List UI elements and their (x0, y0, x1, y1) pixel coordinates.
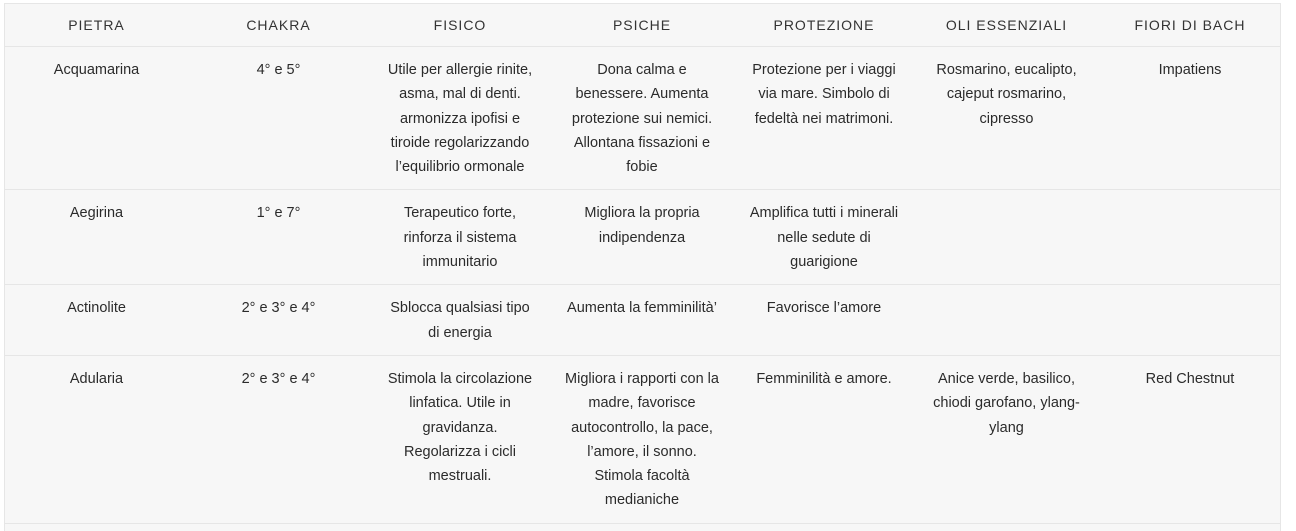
stones-table (5, 4, 1281, 531)
cell-pietra: Aegirina (5, 190, 188, 285)
header-row (5, 4, 1281, 47)
table-row (5, 355, 1281, 523)
cell-oli-essenziali: Anice verde, basilico, chiodi garofano, ylang-ylang (915, 355, 1098, 523)
cell-fisico: Sblocca qualsiasi tipo di energia (369, 285, 551, 356)
cell-pietra: Adularia (5, 355, 188, 523)
cell-fisico: Terapeutico forte, rinforza il sistema immunitario (369, 190, 551, 285)
cell-chakra: 2° e 3° e 4° (188, 355, 369, 523)
cell-psiche: Dona calma e benessere. Aumenta protezione sui nemici. Allontana fissazioni e fobie (551, 47, 733, 190)
table-row (5, 47, 1281, 190)
header-pietra: PIETRA (5, 4, 188, 47)
cell-protezione: Amplifica tutti i minerali nelle sedute di guarigione (733, 190, 915, 285)
table-row (5, 285, 1281, 356)
cell-fiori-di-bach (1098, 190, 1281, 285)
cell-pietra: Actinolite (5, 285, 188, 356)
cell-pietra: Acquamarina (5, 47, 188, 190)
header-chakra: CHAKRA (188, 4, 369, 47)
cell-oli-essenziali (915, 285, 1098, 356)
cell-chakra: 1° e 7° (188, 190, 369, 285)
cell-empty (915, 523, 1098, 531)
cell-empty (733, 523, 915, 531)
header-fiori-di-bach: FIORI DI BACH (1098, 4, 1281, 47)
cell-fisico: Utile per allergie rinite, asma, mal di denti. armonizza ipofisi e tiroide regolarizzando l’equilibrio ormonale (369, 47, 551, 190)
table-row (5, 190, 1281, 285)
header-fisico: FISICO (369, 4, 551, 47)
cell-protezione: Femminilità e amore. (733, 355, 915, 523)
table-body (5, 47, 1281, 531)
table-row-partial (5, 523, 1281, 531)
cell-empty (369, 523, 551, 531)
cell-chakra: 2° e 3° e 4° (188, 285, 369, 356)
header-oli-essenziali: OLI ESSENZIALI (915, 4, 1098, 47)
header-protezione: PROTEZIONE (733, 4, 915, 47)
cell-psiche: Aumenta la femminilità’ (551, 285, 733, 356)
cell-oli-essenziali (915, 190, 1098, 285)
cell-protezione: Protezione per i viaggi via mare. Simbolo di fedeltà nei matrimoni. (733, 47, 915, 190)
table-header (5, 4, 1281, 47)
stones-table-container (4, 3, 1281, 531)
cell-fiori-di-bach (1098, 285, 1281, 356)
cell-psiche: Migliora la propria indipendenza (551, 190, 733, 285)
cell-empty (1098, 523, 1281, 531)
cell-fiori-di-bach: Impatiens (1098, 47, 1281, 190)
cell-empty (188, 523, 369, 531)
cell-oli-essenziali: Rosmarino, eucalipto, cajeput rosmarino, cipresso (915, 47, 1098, 190)
cell-empty (551, 523, 733, 531)
cell-empty (5, 523, 188, 531)
cell-fiori-di-bach: Red Chestnut (1098, 355, 1281, 523)
cell-fisico: Stimola la circolazione linfatica. Utile in gravidanza. Regolarizza i cicli mestruali. (369, 355, 551, 523)
header-psiche: PSICHE (551, 4, 733, 47)
cell-psiche: Migliora i rapporti con la madre, favorisce autocontrollo, la pace, l’amore, il sonno. Stimola facoltà medianiche (551, 355, 733, 523)
cell-protezione: Favorisce l’amore (733, 285, 915, 356)
cell-chakra: 4° e 5° (188, 47, 369, 190)
